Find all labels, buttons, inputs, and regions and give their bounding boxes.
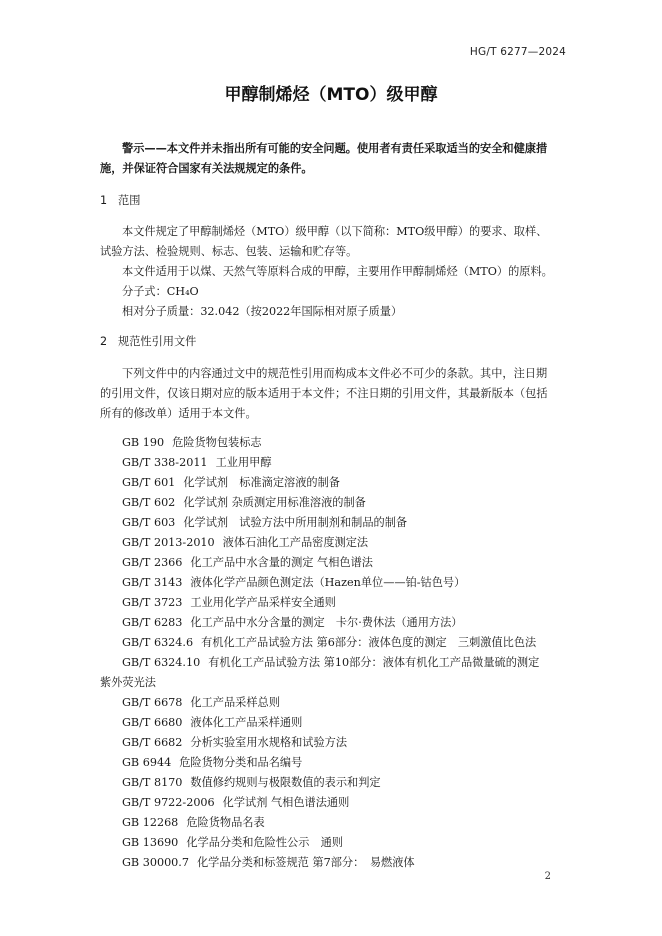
reference-code: GB/T 6324.10 [122,656,201,669]
document-title: 甲醇制烯烃（MTO）级甲醇 [224,85,438,105]
reference-title: 有机化工产品试验方法 第6部分：液体色度的测定 三刺激值比色法 [201,636,537,649]
reference-code: GB/T 8170 [122,776,183,789]
reference-code: GB/T 601 [122,476,176,489]
reference-title: 化学品分类和危险性公示 通则 [186,836,343,849]
reference-item [100,833,558,853]
reference-code: GB/T 6682 [122,736,183,749]
reference-title: 危险货物分类和品名编号 [179,756,303,769]
reference-title: 化工产品中水含量的测定 气相色谱法 [190,556,373,569]
reference-title: 化工产品中水分含量的测定 卡尔·费休法（通用方法） [190,616,463,629]
reference-code: GB/T 603 [122,516,176,529]
section-heading-normative-references [100,333,196,349]
reference-title: 数值修约规则与极限数值的表示和判定 [190,776,381,789]
section-title: 范围 [118,194,141,207]
reference-item [100,793,558,813]
reference-code: GB/T 6283 [122,616,183,629]
molecular-mass: 相对分子质量：32.042（按2022年国际相对原子质量） [122,305,403,318]
reference-item [100,693,558,713]
reference-item [100,753,558,773]
reference-code: GB/T 2013-2010 [122,536,215,549]
reference-code: GB/T 3143 [122,576,183,589]
reference-title: 液体石油化工产品密度测定法 [222,536,369,549]
reference-code: GB/T 6324.6 [122,636,194,649]
scope-paragraph: 本文件规定了甲醇制烯烃（MTO）级甲醇（以下简称：MTO级甲醇）的要求、取样、试验方法、检验规则、标志、包装、运输和贮存等。 [100,225,548,258]
reference-item [100,453,558,473]
reference-item [100,713,558,733]
reference-item [100,553,558,573]
reference-code: GB/T 9722-2006 [122,796,215,809]
reference-code: GB/T 6680 [122,716,183,729]
section-number: 1 [100,194,108,207]
reference-code: GB 6944 [122,756,172,769]
reference-title: 化学试剂 标准滴定溶液的制备 [183,476,340,489]
reference-title: 化学试剂 试验方法中所用制剂和制品的制备 [183,516,408,529]
reference-item [100,513,558,533]
section-heading-scope [100,192,140,208]
reference-code: GB 190 [122,436,165,449]
reference-code: GB/T 602 [122,496,176,509]
reference-code: GB 13690 [122,836,179,849]
section-number: 2 [100,335,108,348]
reference-code: GB 12268 [122,816,179,829]
reference-title: 化学试剂 气相色谱法通则 [222,796,350,809]
reference-title: 化学品分类和标签规范 第7部分： 易燃液体 [196,856,415,869]
reference-item [100,633,558,653]
reference-title: 工业用甲醇 [215,456,272,469]
reference-item [100,813,558,833]
molecular-formula: 分子式：CH₄O [122,285,199,298]
reference-item [100,653,558,693]
reference-item [100,733,558,753]
reference-title: 液体化学产品颜色测定法（Hazen单位——铂-钴色号） [190,576,466,589]
reference-title: 有机化工产品试验方法 第10部分：液体有机化工产品微量硫的测定 紫外荧光法 [100,656,551,689]
reference-item [100,433,558,453]
reference-item [100,613,558,633]
reference-code: GB/T 6678 [122,696,183,709]
reference-title: 危险货物包装标志 [172,436,262,449]
reference-item [100,853,558,873]
reference-item [100,773,558,793]
reference-item [100,593,558,613]
reference-item [100,573,558,593]
section-title: 规范性引用文件 [118,335,197,348]
reference-title: 工业用化学产品采样安全通则 [190,596,336,609]
reference-title: 危险货物品名表 [186,816,265,829]
reference-code: GB/T 2366 [122,556,183,569]
reference-title: 化学试剂 杂质测定用标准溶液的制备 [183,496,366,509]
safety-warning: 警示——本文件并未指出所有可能的安全问题。使用者有责任采取适当的安全和健康措施，并保证符合国家有关法规规定的条件。 [100,142,548,175]
reference-title: 液体化工产品采样通则 [190,716,303,729]
scope-applicability: 本文件适用于以煤、天然气等原料合成的甲醇，主要用作甲醇制烯烃（MTO）的原料。 [122,265,553,278]
standard-number: HG/T 6277—2024 [469,46,566,58]
reference-title: 分析实验室用水规格和试验方法 [190,736,348,749]
reference-item [100,473,558,493]
reference-item [100,493,558,513]
reference-code: GB/T 3723 [122,596,183,609]
reference-list [100,433,558,873]
reference-code: GB 30000.7 [122,856,189,869]
normative-references-intro: 下列文件中的内容通过文中的规范性引用而构成本文件必不可少的条款。其中，注日期的引用文件，仅该日期对应的版本适用于本文件；不注日期的引用文件，其最新版本（包括所有的修改单）适用于本文件。 [100,367,548,420]
reference-item [100,533,558,553]
reference-code: GB/T 338-2011 [122,456,208,469]
page-number: 2 [544,871,551,882]
reference-title: 化工产品采样总则 [190,696,280,709]
